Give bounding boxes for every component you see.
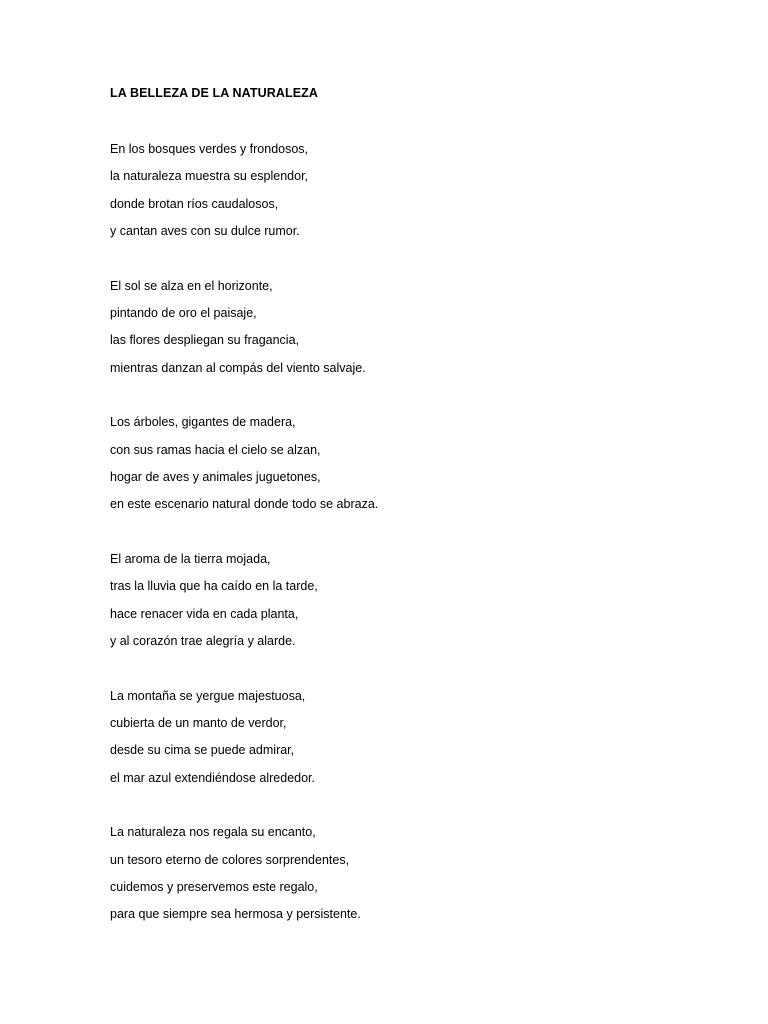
stanza-2 xyxy=(110,277,710,386)
poem-line: donde brotan ríos caudalosos, xyxy=(110,196,279,211)
stanza-3 xyxy=(110,413,710,522)
poem-line: hace renacer vida en cada planta, xyxy=(110,606,299,621)
poem-line: tras la lluvia que ha caído en la tarde, xyxy=(110,579,318,594)
poem-line: la naturaleza muestra su esplendor, xyxy=(110,169,309,184)
poem-line: El sol se alza en el horizonte, xyxy=(110,278,273,293)
poem-line: las flores despliegan su fragancia, xyxy=(110,333,300,348)
poem-line: desde su cima se puede admirar, xyxy=(110,743,295,758)
poem-line: el mar azul extendiéndose alrededor. xyxy=(110,770,315,785)
poem-line: El aroma de la tierra mojada, xyxy=(110,552,271,567)
poem-line: cuidemos y preservemos este regalo, xyxy=(110,880,318,895)
poem-line: hogar de aves y animales juguetones, xyxy=(110,469,321,484)
poem-line: pintando de oro el paisaje, xyxy=(110,305,257,320)
poem-line: La naturaleza nos regala su encanto, xyxy=(110,825,316,840)
stanza-5 xyxy=(110,687,710,796)
poem-line: y cantan aves con su dulce rumor. xyxy=(110,223,300,238)
stanza-1 xyxy=(110,140,710,249)
stanza-6 xyxy=(110,823,710,932)
poem-line: para que siempre sea hermosa y persistente. xyxy=(110,907,361,922)
poem-line: en este escenario natural donde todo se abraza. xyxy=(110,497,379,512)
poem-line: y al corazón trae alegría y alarde. xyxy=(110,633,296,648)
poem-title: LA BELLEZA DE LA NATURALEZA xyxy=(110,86,319,100)
poem-line: mientras danzan al compás del viento salvaje. xyxy=(110,360,366,375)
poem-line: En los bosques verdes y frondosos, xyxy=(110,142,309,156)
poem-line: con sus ramas hacia el cielo se alzan, xyxy=(110,442,321,457)
stanza-4 xyxy=(110,550,710,659)
poem-line: cubierta de un manto de verdor, xyxy=(110,716,287,731)
poem-body xyxy=(110,140,710,960)
poem-line: Los árboles, gigantes de madera, xyxy=(110,415,296,430)
poem-line: un tesoro eterno de colores sorprendentes, xyxy=(110,852,350,867)
poem-line: La montaña se yergue majestuosa, xyxy=(110,688,306,703)
